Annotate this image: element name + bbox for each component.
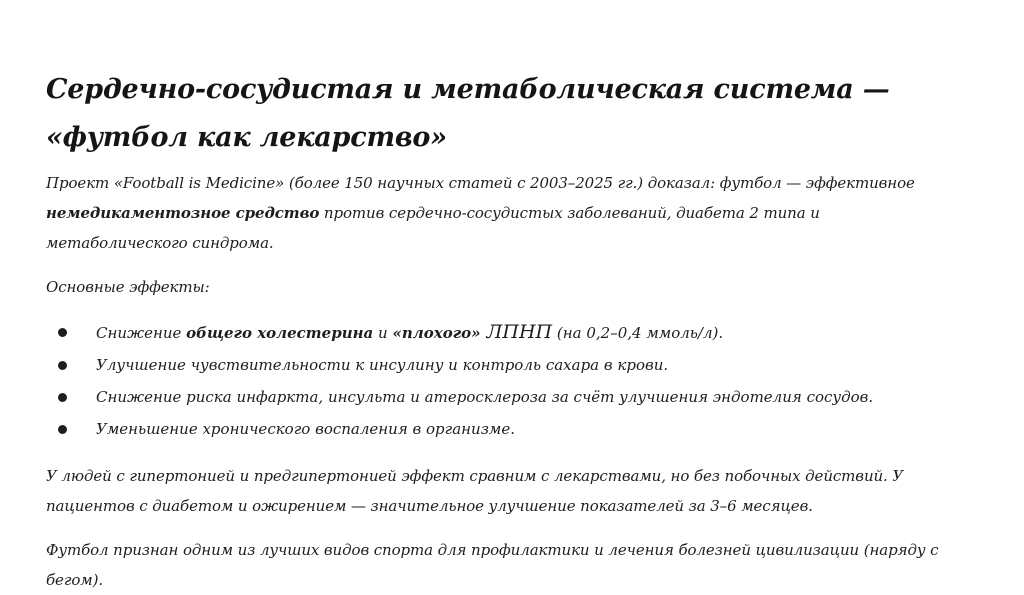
effects-list — [46, 316, 964, 445]
bullet-dot-icon — [58, 425, 67, 434]
cholesterol-bold: общего холестерина — [186, 324, 374, 342]
effects-heading: Основные эффекты: — [46, 278, 210, 296]
bullet-dot-icon — [58, 393, 67, 402]
intro-text-start: Проект «Football is Medicine» (более 150 научных статей с 2003–2025 гг.) доказал: футбол — эффективное — [46, 174, 915, 192]
bad-cholesterol-bold: «плохого» — [392, 324, 481, 342]
bullet-dot-icon — [58, 361, 67, 370]
cholesterol-value: (на 0,2–0,4 ммоль/л). — [552, 324, 724, 342]
list-item — [46, 316, 964, 349]
bullet-dot-icon — [58, 328, 67, 337]
slide-title: Сердечно-сосудистая и метаболическая система — «футбол как лекарство» — [46, 74, 890, 153]
cholesterol-and: и — [373, 324, 393, 342]
cholesterol-prefix: Снижение — [96, 324, 187, 342]
insulin-text: Улучшение чувствительности к инсулину и контроль сахара в крови. — [96, 356, 669, 374]
list-item — [46, 381, 964, 413]
list-item — [46, 413, 964, 445]
intro-bold-term: немедикаментозное средство — [46, 204, 320, 222]
hypertension-paragraph: У людей с гипертонией и предгипертонией эффект сравним с лекарствами, но без побочных действий. У пациентов с диабетом и ожирением — значительное улучшение показателей за 3–6 месяцев. — [46, 467, 904, 515]
conclusion-paragraph: Футбол признан одним из лучших видов спорта для профилактики и лечения болезней цивилизации (наряду с бегом). — [46, 541, 939, 589]
list-item — [46, 349, 964, 381]
intro-paragraph — [46, 168, 964, 258]
heart-risk-text: Снижение риска инфаркта, инсульта и атеросклероза за счёт улучшения эндотелия сосудов. — [96, 388, 874, 406]
intro-text-end: против сердечно-сосудистых заболеваний, диабета 2 типа и метаболического синдрома. — [46, 204, 820, 252]
ldl-label: ЛПНП — [480, 321, 553, 343]
inflammation-text: Уменьшение хронического воспаления в организме. — [96, 420, 515, 438]
